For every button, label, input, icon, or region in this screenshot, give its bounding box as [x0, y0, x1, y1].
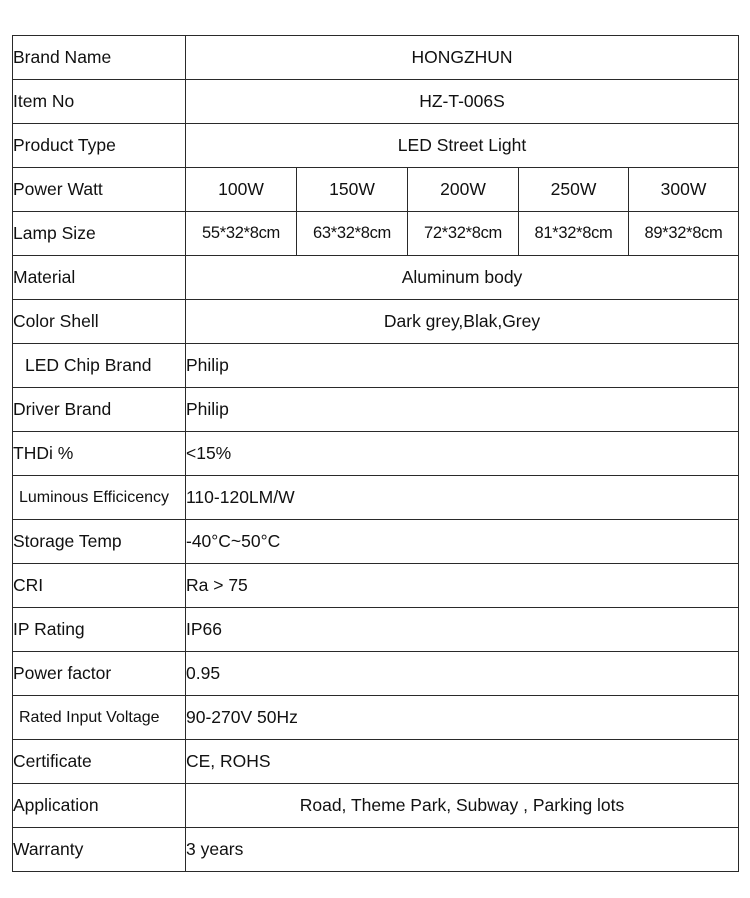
row-storage-temp [13, 520, 739, 564]
label-storage-temp: Storage Temp [13, 520, 186, 564]
value-application: Road, Theme Park, Subway , Parking lots [186, 784, 739, 828]
value-luminous-efficiency: 110-120LM/W [186, 476, 739, 520]
label-power-watt: Power Watt [13, 168, 186, 212]
row-color-shell [13, 300, 739, 344]
lamp-size-cell: 72*32*8cm [408, 212, 519, 256]
value-product-type: LED Street Light [186, 124, 739, 168]
row-certificate [13, 740, 739, 784]
row-warranty [13, 828, 739, 872]
label-cri: CRI [13, 564, 186, 608]
lamp-size-cell: 81*32*8cm [519, 212, 629, 256]
row-brand-name [13, 36, 739, 80]
label-led-chip-brand: LED Chip Brand [13, 344, 186, 388]
power-watt-cell: 250W [519, 168, 629, 212]
row-product-type [13, 124, 739, 168]
label-power-factor: Power factor [13, 652, 186, 696]
label-thdi: THDi % [13, 432, 186, 476]
value-item-no: HZ-T-006S [186, 80, 739, 124]
row-cri [13, 564, 739, 608]
lamp-size-cell: 55*32*8cm [186, 212, 297, 256]
row-thdi [13, 432, 739, 476]
value-power-factor: 0.95 [186, 652, 739, 696]
row-luminous-efficiency [13, 476, 739, 520]
row-application [13, 784, 739, 828]
value-led-chip-brand: Philip [186, 344, 739, 388]
row-ip-rating [13, 608, 739, 652]
value-thdi: <15% [186, 432, 739, 476]
label-rated-input-voltage: Rated Input Voltage [13, 696, 186, 740]
label-brand-name: Brand Name [13, 36, 186, 80]
label-driver-brand: Driver Brand [13, 388, 186, 432]
label-product-type: Product Type [13, 124, 186, 168]
label-lamp-size: Lamp Size [13, 212, 186, 256]
row-driver-brand [13, 388, 739, 432]
value-storage-temp: -40°C~50°C [186, 520, 739, 564]
label-luminous-efficiency: Luminous Efficicency [13, 476, 186, 520]
spec-table [12, 35, 739, 872]
label-item-no: Item No [13, 80, 186, 124]
lamp-size-cell: 63*32*8cm [297, 212, 408, 256]
value-cri: Ra > 75 [186, 564, 739, 608]
value-warranty: 3 years [186, 828, 739, 872]
label-color-shell: Color Shell [13, 300, 186, 344]
label-ip-rating: IP Rating [13, 608, 186, 652]
power-watt-cell: 200W [408, 168, 519, 212]
row-power-factor [13, 652, 739, 696]
value-certificate: CE, ROHS [186, 740, 739, 784]
lamp-size-cell: 89*32*8cm [629, 212, 739, 256]
label-application: Application [13, 784, 186, 828]
row-lamp-size [13, 212, 739, 256]
value-material: Aluminum body [186, 256, 739, 300]
value-driver-brand: Philip [186, 388, 739, 432]
row-rated-input-voltage [13, 696, 739, 740]
row-led-chip-brand [13, 344, 739, 388]
label-certificate: Certificate [13, 740, 186, 784]
power-watt-cell: 150W [297, 168, 408, 212]
value-color-shell: Dark grey,Blak,Grey [186, 300, 739, 344]
power-watt-cell: 100W [186, 168, 297, 212]
value-brand-name: HONGZHUN [186, 36, 739, 80]
row-material [13, 256, 739, 300]
power-watt-cell: 300W [629, 168, 739, 212]
label-material: Material [13, 256, 186, 300]
label-warranty: Warranty [13, 828, 186, 872]
value-rated-input-voltage: 90-270V 50Hz [186, 696, 739, 740]
row-power-watt [13, 168, 739, 212]
row-item-no [13, 80, 739, 124]
value-ip-rating: IP66 [186, 608, 739, 652]
